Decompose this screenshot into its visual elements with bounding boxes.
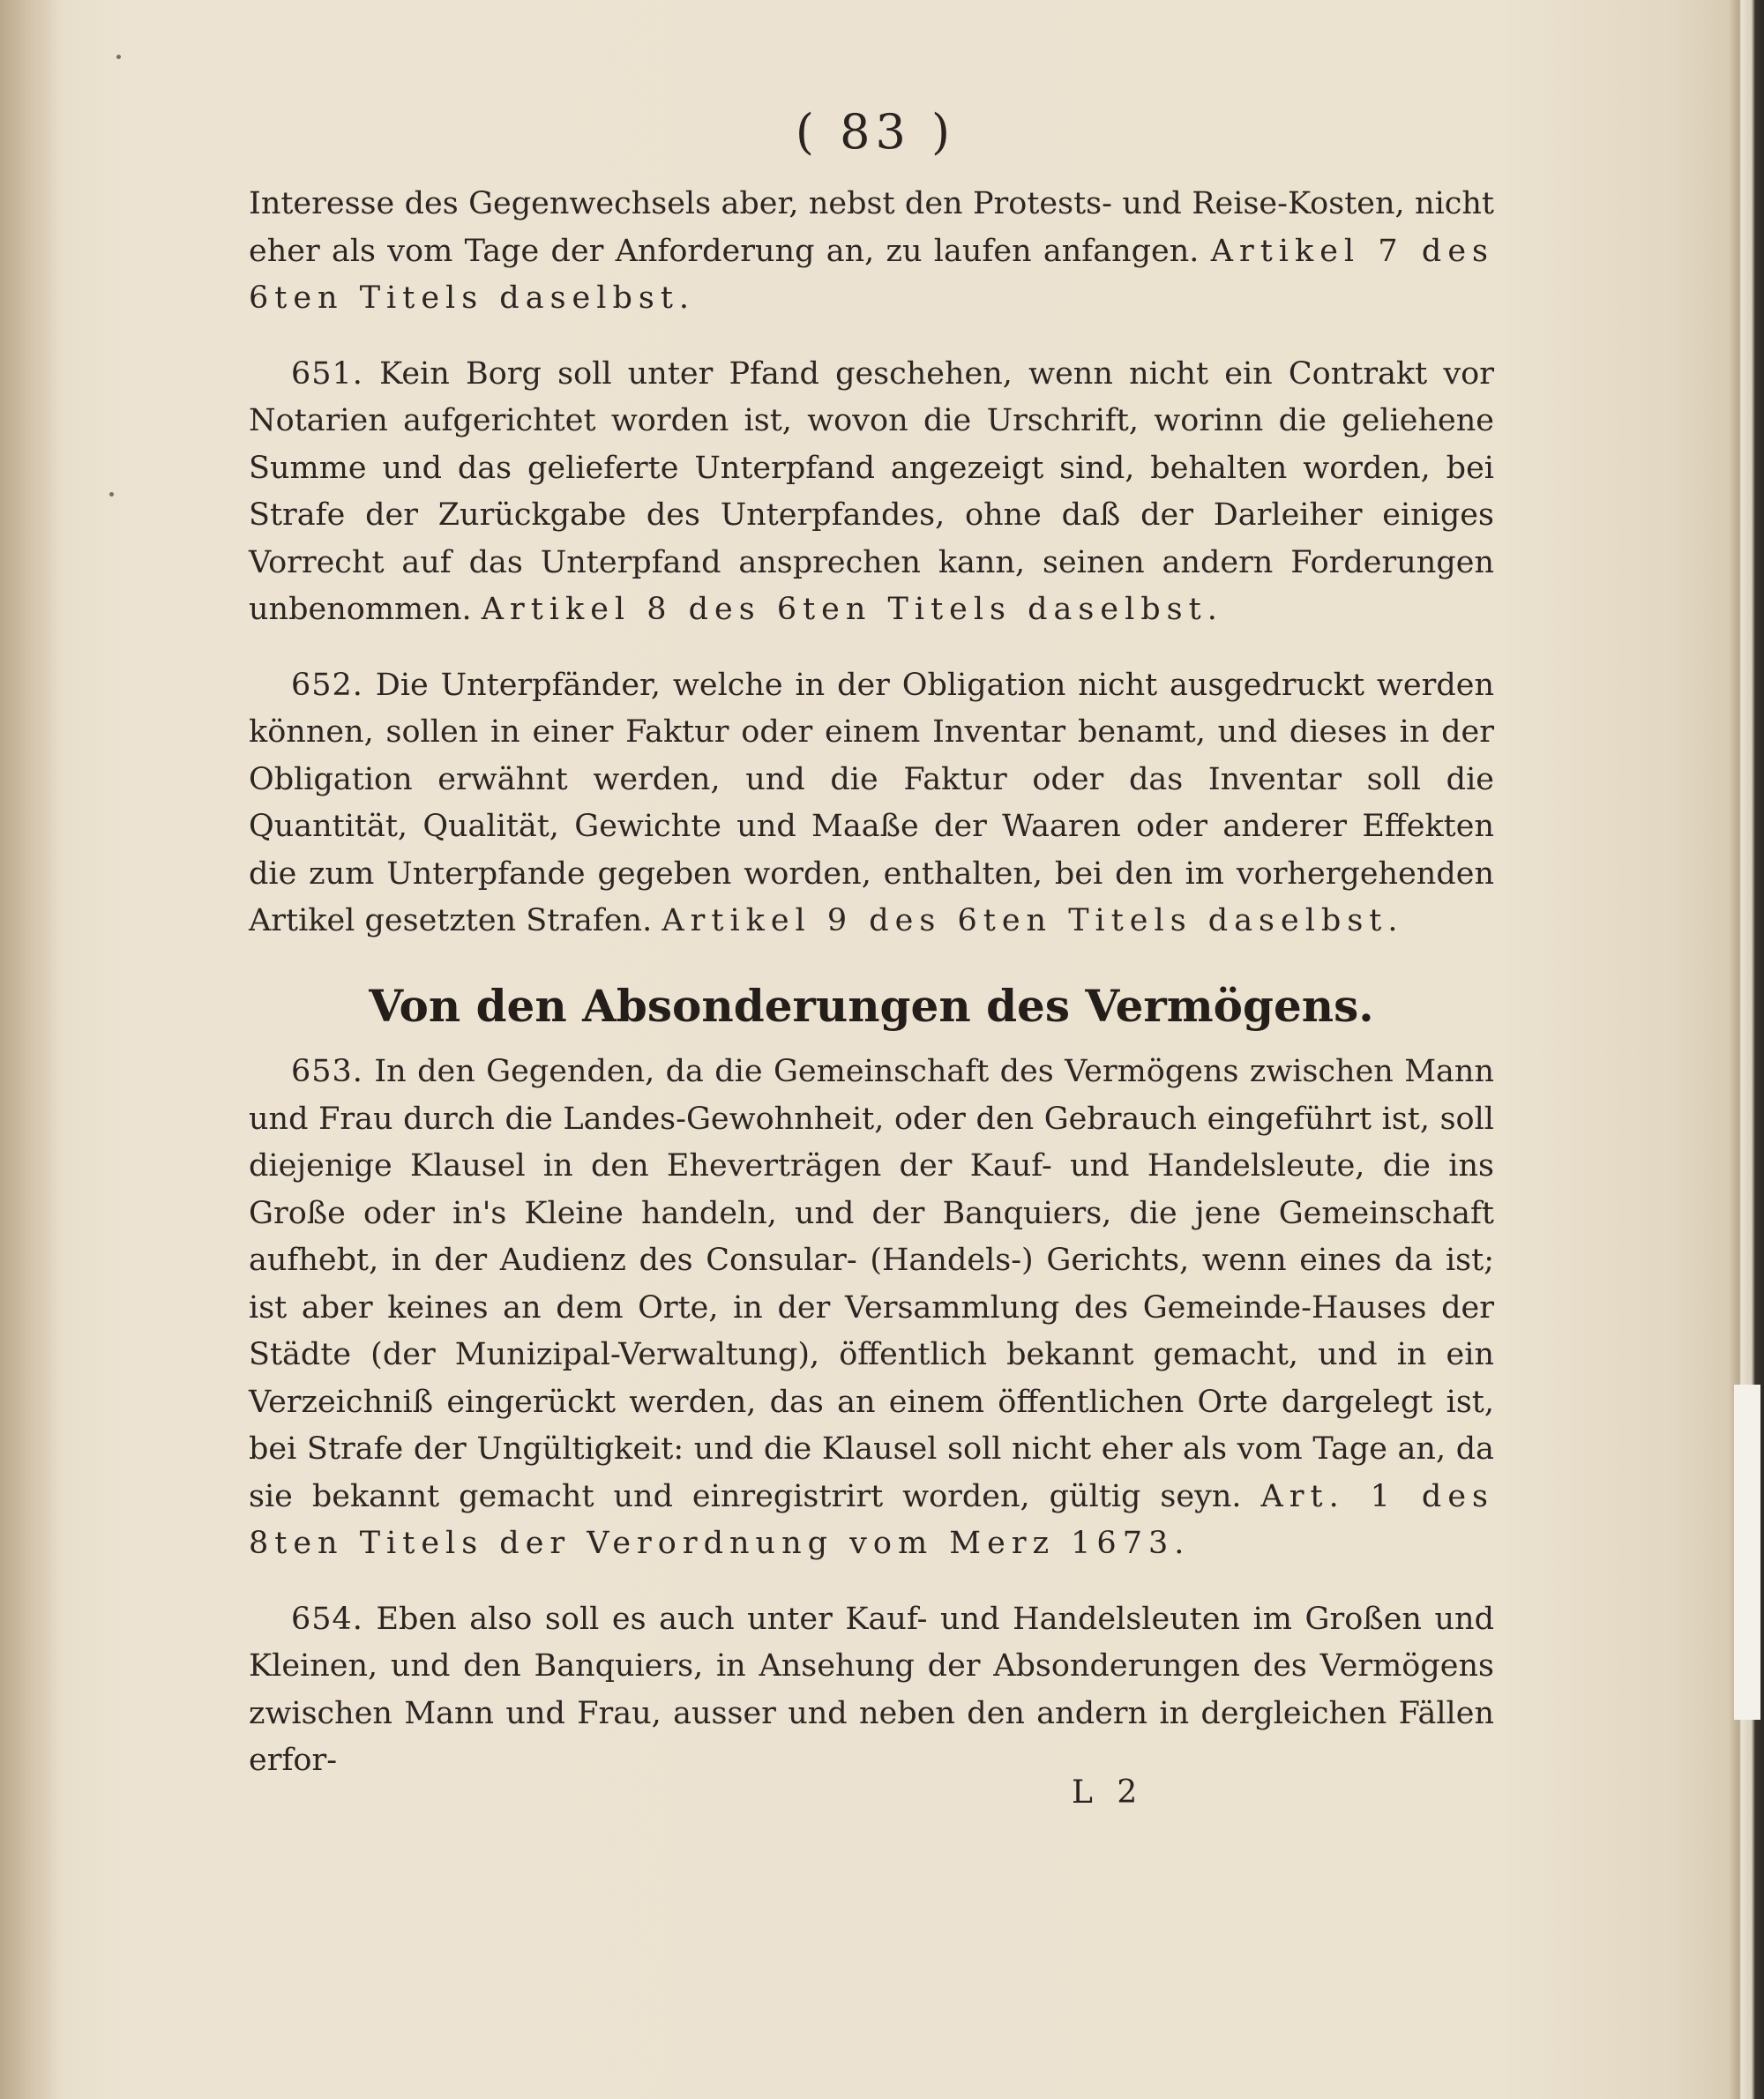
page-number: ( 83 ) [795,104,956,160]
paragraph-number: 651. [291,355,363,392]
article-reference: Artikel 8 des 6ten Titels daselbst. [481,592,1223,627]
paragraph-text: Kein Borg soll unter Pfand geschehen, wenn nicht ein Contrakt vor Notarien aufgerichtet worden ist, wovon die Urschrift, worinn die geliehene Summe und das gelieferte Unterpfand angezeigt sind, behalten worden, bei Strafe der Zurückgabe des Unterpfandes, ohne daß der Darleiher einiges Vorrecht auf das Unterpfand ansprechen kann, seinen andern Forderungen unbenommen. [249,355,1494,627]
paragraph-text: In den Gegenden, da die Gemeinschaft des Vermögens zwischen Mann und Frau durch die Landes-Gewohnheit, oder den Gebrauch eingeführt ist, soll diejenige Klausel in den Eheverträgen der Kauf- und Handelsleute, die ins Große oder in's Kleine handeln, und der Banquiers, die jene Gemeinschaft aufhebt, in der Audienz des Consular- (Handels-) Gerichts, wenn eines da ist; ist aber keines an dem Orte, in der Versammlung des Gemeinde-Hauses der Städte (der Munizipal-Verwaltung), öffentlich bekannt gemacht, und in ein Verzeichniß eingerückt werden, das an einem öffentlichen Orte dargelegt ist, bei Strafe der Ungültigkeit: und die Klausel soll nicht eher als vom Tage an, da sie bekannt gemacht und einregistrirt worden, gültig seyn. [249,1054,1494,1514]
page-body [249,181,1494,1813]
article-reference: Artikel 9 des 6ten Titels daselbst. [662,903,1404,938]
paragraph-text: Interesse des Gegenwechsels aber, nebst den Protests- und Reise-Kosten, nicht eher als vom Tage der Anforderung an, zu laufen anfangen. [249,186,1494,269]
paragraph-653 [249,1049,1494,1568]
section-heading: Von den Absonderungen des Vermögens. [369,979,1374,1032]
paragraph-text: Die Unterpfänder, welche in der Obligation nicht ausgedruckt werden können, sollen in einer Faktur oder einem Inventar benamt, und dieses in der Obligation erwähnt werden, und die Faktur oder das Inventar soll die Quantität, Qualität, Gewichte und Maaße der Waaren oder anderer Effekten die zum Unterpfande gegeben worden, enthalten, bei den im vorhergehenden Artikel gesetzten Strafen. [249,667,1494,938]
paragraph-text: Eben also soll es auch unter Kauf- und Handelsleuten im Großen und Kleinen, und den Banquiers, in Ansehung der Absonderungen des Vermögens zwischen Mann und Frau, ausser und neben den andern in dergleichen Fällen erfor- [249,1601,1494,1778]
page-edge [1729,0,1764,2099]
paragraph-652 [249,662,1494,945]
page-gutter [0,0,62,2099]
paragraph-651 [249,351,1494,634]
paragraph-number: 654. [291,1601,363,1637]
paragraph-654 [249,1596,1494,1785]
margin-speck [109,492,114,497]
article-reference: Artikel 7 des 6ten Titels daselbst. [249,233,1494,316]
margin-speck [116,55,121,59]
bookmark-strip [1734,1385,1760,1720]
paragraph-number: 652. [291,667,363,703]
paragraph-number: 653. [291,1054,363,1089]
paragraph-continuation [249,181,1494,323]
signature-mark: L 2 [1072,1774,1145,1811]
article-reference: Art. 1 des 8ten Titels der Verordnung vom Merz 1673. [249,1478,1494,1561]
